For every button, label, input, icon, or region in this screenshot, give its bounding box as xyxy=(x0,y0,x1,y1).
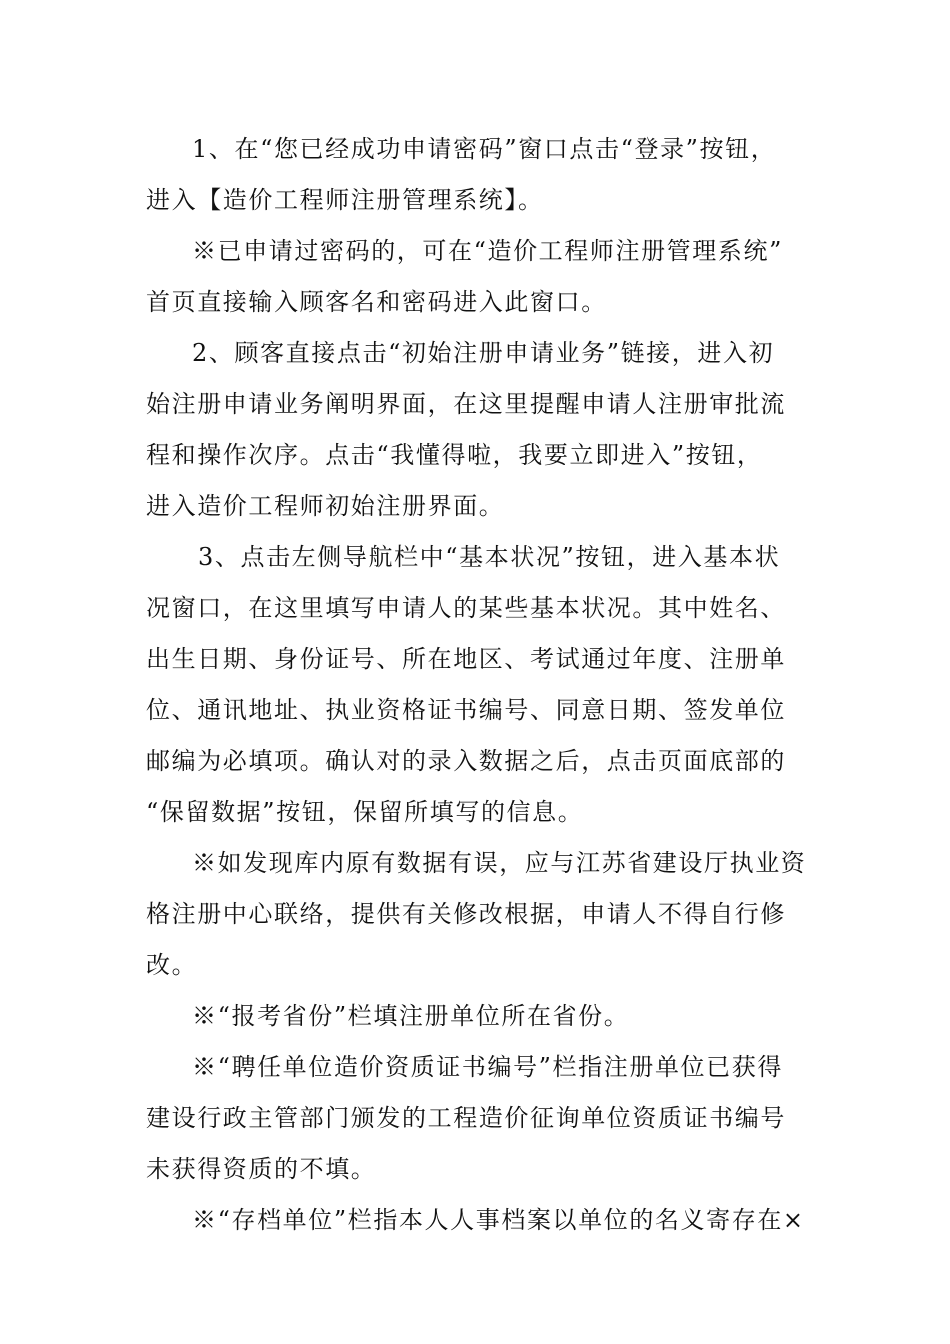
note-2-line-2: 格注册中心联络，提供有关修改根据，申请人不得自行修 xyxy=(146,900,786,928)
note-1-line-1: ※已申请过密码的，可在“造价工程师注册管理系统” xyxy=(192,237,783,265)
note-3-line-1: ※“报考省份”栏填注册单位所在省份。 xyxy=(192,1002,630,1030)
note-1-line-2: 首页直接输入顾客名和密码进入此窗口。 xyxy=(146,288,607,316)
note-5-line-1: ※“存档单位”栏指本人人事档案以单位的名义寄存在× xyxy=(192,1206,805,1234)
note-4-line-1: ※“聘任单位造价资质证书编号”栏指注册单位已获得 xyxy=(192,1053,783,1081)
paragraph-3-line-4: 位、通讯地址、执业资格证书编号、同意日期、签发单位 xyxy=(146,696,786,724)
note-4-line-3: 未获得资质的不填。 xyxy=(146,1155,377,1183)
paragraph-3-line-2: 况窗口，在这里填写申请人的某些基本状况。其中姓名、 xyxy=(146,594,786,622)
paragraph-2-line-1: 2、顾客直接点击“初始注册申请业务”链接，进入初 xyxy=(192,339,775,367)
paragraph-1-line-2: 进入【造价工程师注册管理系统】。 xyxy=(146,186,544,214)
note-2-line-1: ※如发现库内原有数据有误，应与江苏省建设厅执业资 xyxy=(192,849,807,877)
paragraph-2-line-3: 程和操作次序。点击“我懂得啦，我要立即进入”按钮， xyxy=(146,441,763,469)
note-2-line-3: 改。 xyxy=(146,951,198,979)
paragraph-3-line-1: 3、点击左侧导航栏中“基本状况”按钮，进入基本状 xyxy=(198,543,781,571)
paragraph-2-line-2: 始注册申请业务阐明界面，在这里提醒申请人注册审批流 xyxy=(146,390,786,418)
paragraph-3-line-6: “保留数据”按钮，保留所填写的信息。 xyxy=(146,798,584,826)
paragraph-3-line-3: 出生日期、身份证号、所在地区、考试通过年度、注册单 xyxy=(146,645,786,673)
paragraph-3-line-5: 邮编为必填项。确认对的录入数据之后，点击页面底部的 xyxy=(146,747,786,775)
note-4-line-2: 建设行政主管部门颁发的工程造价征询单位资质证书编号 xyxy=(146,1104,786,1132)
paragraph-1-line-1: 1、在“您已经成功申请密码”窗口点击“登录”按钮， xyxy=(192,135,777,163)
paragraph-2-line-4: 进入造价工程师初始注册界面。 xyxy=(146,492,505,520)
